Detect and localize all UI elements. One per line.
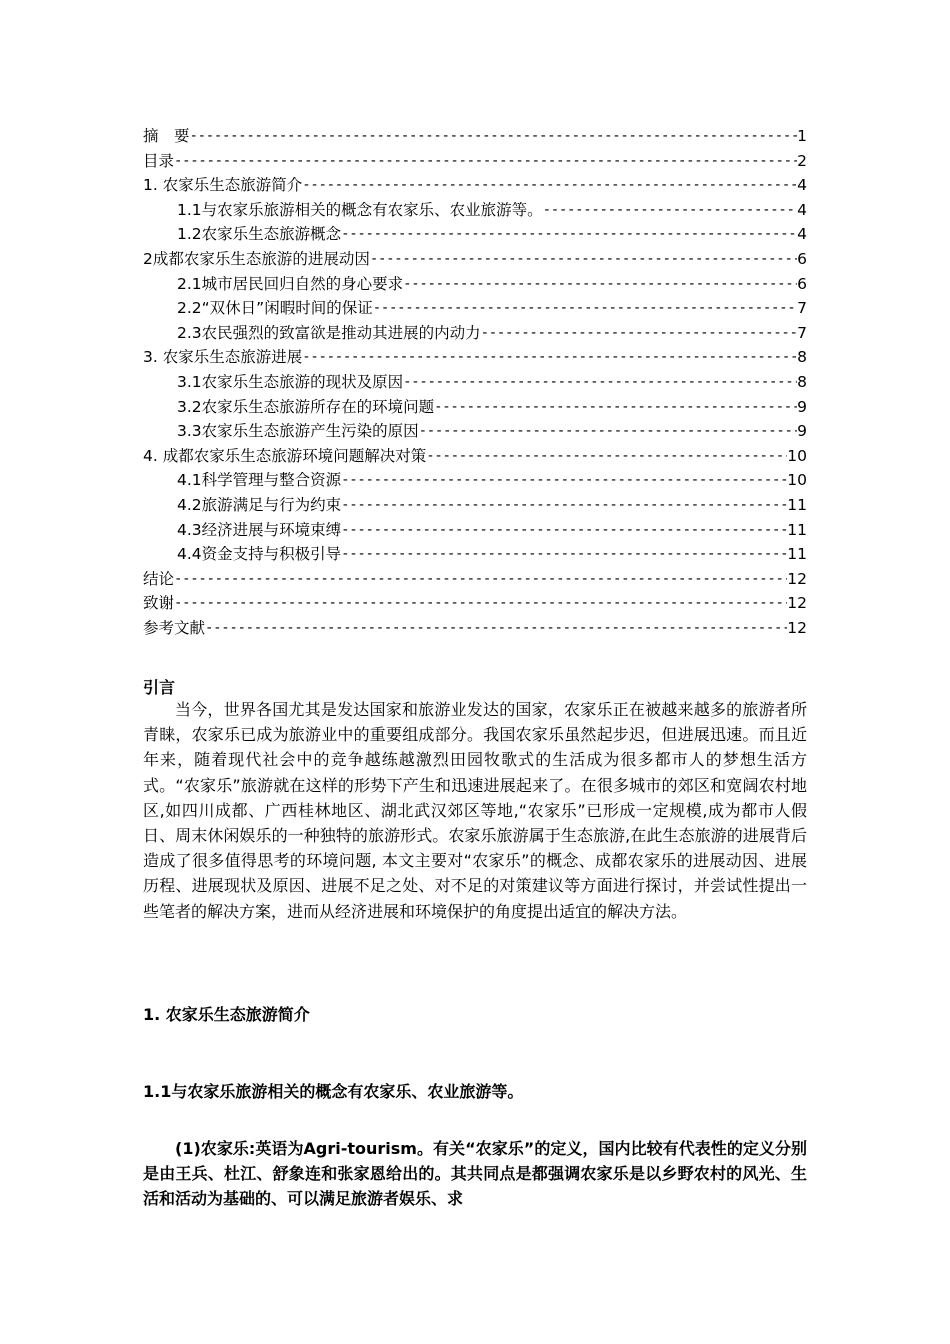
toc-entry-title: 3.2农家乐生态旅游所存在的环境问题 — [177, 397, 435, 416]
toc-entry-page-number: 12 — [787, 569, 807, 588]
toc-entry[interactable] — [143, 149, 807, 174]
toc-entry-title: 4.4资金支持与积极引导 — [177, 545, 342, 564]
toc-entry-title: 结论 — [143, 569, 175, 588]
toc-leader-dashes — [341, 518, 787, 543]
toc-entry[interactable] — [143, 321, 807, 346]
toc-entry[interactable] — [143, 345, 807, 370]
toc-leader-dashes — [373, 296, 797, 321]
toc-entry-page-number: 11 — [787, 545, 807, 564]
toc-leader-dashes — [403, 370, 797, 395]
toc-entry[interactable] — [143, 198, 807, 223]
toc-entry-page-number: 7 — [797, 299, 807, 318]
toc-entry[interactable] — [143, 370, 807, 395]
toc-entry-title: 摘 要 — [143, 127, 190, 145]
intro-heading: 引言 — [143, 678, 176, 697]
toc-entry[interactable] — [143, 518, 807, 543]
toc-entry-title: 4.1科学管理与整合资源 — [177, 471, 342, 490]
toc-leader-dashes — [341, 222, 797, 247]
toc-leader-dashes — [403, 272, 797, 297]
toc-entry-title: 4.3经济进展与环境束缚 — [177, 520, 342, 539]
toc-leader-dashes — [434, 395, 797, 420]
toc-leader-dashes — [174, 591, 787, 616]
toc-entry-title: 2.2“双休日”闲暇时间的保证 — [177, 299, 373, 318]
toc-entry[interactable] — [143, 222, 807, 247]
toc-entry-page-number: 11 — [787, 520, 807, 539]
toc-leader-dashes — [481, 321, 797, 346]
toc-leader-dashes — [543, 198, 797, 223]
toc-leader-dashes — [174, 149, 797, 174]
toc-leader-dashes — [190, 124, 798, 149]
toc-entry-title: 目录 — [143, 151, 175, 170]
toc-entry[interactable] — [143, 493, 807, 518]
toc-entry-page-number: 2 — [797, 151, 807, 170]
toc-entry-title: 2成都农家乐生态旅游的进展动因 — [143, 249, 370, 268]
toc-entry-title: 1.2农家乐生态旅游概念 — [177, 225, 342, 244]
table-of-contents — [143, 124, 807, 640]
toc-leader-dashes — [341, 468, 787, 493]
toc-entry-page-number: 4 — [797, 200, 807, 219]
toc-entry[interactable] — [143, 419, 807, 444]
toc-entry-title: 3.3农家乐生态旅游产生污染的原因 — [177, 422, 419, 441]
toc-entry[interactable] — [143, 124, 807, 149]
toc-entry-title: 3. 农家乐生态旅游进展 — [143, 348, 303, 367]
intro-paragraph: 当今，世界各国尤其是发达国家和旅游业发达的国家，农家乐正在被越来越多的旅游者所青睐，农家乐已成为旅游业中的重要组成部分。我国农家乐虽然起步迟，但进展迅速。而且近年来，随着现代社会中的竞争越练越激烈田园牧歌式的生活成为很多都市人的梦想生活方式。“农家乐”旅游就在这样的形势下产生和迅速进展起来了。在很多城市的郊区和宽阔农村地区,如四川成都、广西桂林地区、湖北武汉郊区等地,“农家乐”已形成一定规模,成为都市人假日、周末休闲娱乐的一种独特的旅游形式。农家乐旅游属于生态旅游,在此生态旅游的进展背后造成了很多值得思考的环境问题, 本文主要对“农家乐”的概念、成都农家乐的进展动因、进展历程、进展现状及原因、进展不足之处、对不足的对策建议等方面进行探讨，并尝试性提出一些笔者的解决方案，进而从经济进展和环境保护的角度提出适宜的解决方法。 — [143, 700, 807, 921]
toc-entry-title: 1.1与农家乐旅游相关的概念有农家乐、农业旅游等。 — [177, 200, 543, 219]
toc-entry-page-number: 6 — [797, 274, 807, 293]
toc-entry[interactable] — [143, 444, 807, 469]
toc-entry-title: 致谢 — [143, 594, 175, 613]
toc-leader-dashes — [205, 616, 787, 641]
toc-entry-title: 1. 农家乐生态旅游简介 — [143, 176, 303, 195]
toc-entry-page-number: 11 — [787, 495, 807, 514]
toc-entry-title: 4. 成都农家乐生态旅游环境问题解决对策 — [143, 446, 427, 465]
toc-leader-dashes — [174, 567, 787, 592]
toc-entry-page-number: 10 — [787, 471, 807, 490]
toc-leader-dashes — [302, 345, 797, 370]
toc-entry-title: 2.1城市居民回归自然的身心要求 — [177, 274, 404, 293]
toc-entry-page-number: 9 — [797, 397, 807, 416]
section-1-heading: 1. 农家乐生态旅游简介 — [143, 1005, 310, 1024]
toc-entry[interactable] — [143, 272, 807, 297]
toc-entry[interactable] — [143, 468, 807, 493]
toc-entry[interactable] — [143, 567, 807, 592]
toc-entry[interactable] — [143, 542, 807, 567]
toc-entry-page-number: 8 — [797, 348, 807, 367]
toc-leader-dashes — [426, 444, 787, 469]
toc-entry-page-number: 12 — [787, 594, 807, 613]
toc-leader-dashes — [341, 493, 787, 518]
section-1-1-heading: 1.1与农家乐旅游相关的概念有农家乐、农业旅游等。 — [143, 1082, 524, 1101]
toc-entry-page-number: 9 — [797, 422, 807, 441]
toc-entry-title: 参考文献 — [143, 618, 206, 637]
section-1-1-paragraph: (1)农家乐:英语为Agri-tourism。有关“农家乐”的定义，国内比较有代表性的定义分别是由王兵、杜江、舒象连和张家恩给出的。其共同点是都强调农家乐是以乡野农村的风光、生活和活动为基础的、可以满足旅游者娱乐、求 — [143, 1139, 807, 1209]
toc-leader-dashes — [341, 542, 787, 567]
toc-leader-dashes — [419, 419, 797, 444]
toc-entry-page-number: 8 — [797, 372, 807, 391]
toc-entry[interactable] — [143, 247, 807, 272]
toc-entry-page-number: 4 — [797, 225, 807, 244]
toc-entry-page-number: 7 — [797, 323, 807, 342]
toc-entry-title: 4.2旅游满足与行为约束 — [177, 495, 342, 514]
toc-leader-dashes — [370, 247, 797, 272]
toc-entry[interactable] — [143, 616, 807, 641]
toc-entry-title: 3.1农家乐生态旅游的现状及原因 — [177, 372, 404, 391]
toc-entry[interactable] — [143, 395, 807, 420]
toc-leader-dashes — [302, 173, 797, 198]
toc-entry[interactable] — [143, 591, 807, 616]
toc-entry-title: 2.3农民强烈的致富欲是推动其进展的内动力 — [177, 323, 481, 342]
toc-entry[interactable] — [143, 296, 807, 321]
toc-entry-page-number: 1 — [797, 127, 807, 145]
toc-entry[interactable] — [143, 173, 807, 198]
toc-entry-page-number: 4 — [797, 176, 807, 195]
toc-entry-page-number: 6 — [797, 249, 807, 268]
toc-entry-page-number: 10 — [787, 446, 807, 465]
toc-entry-page-number: 12 — [787, 618, 807, 637]
